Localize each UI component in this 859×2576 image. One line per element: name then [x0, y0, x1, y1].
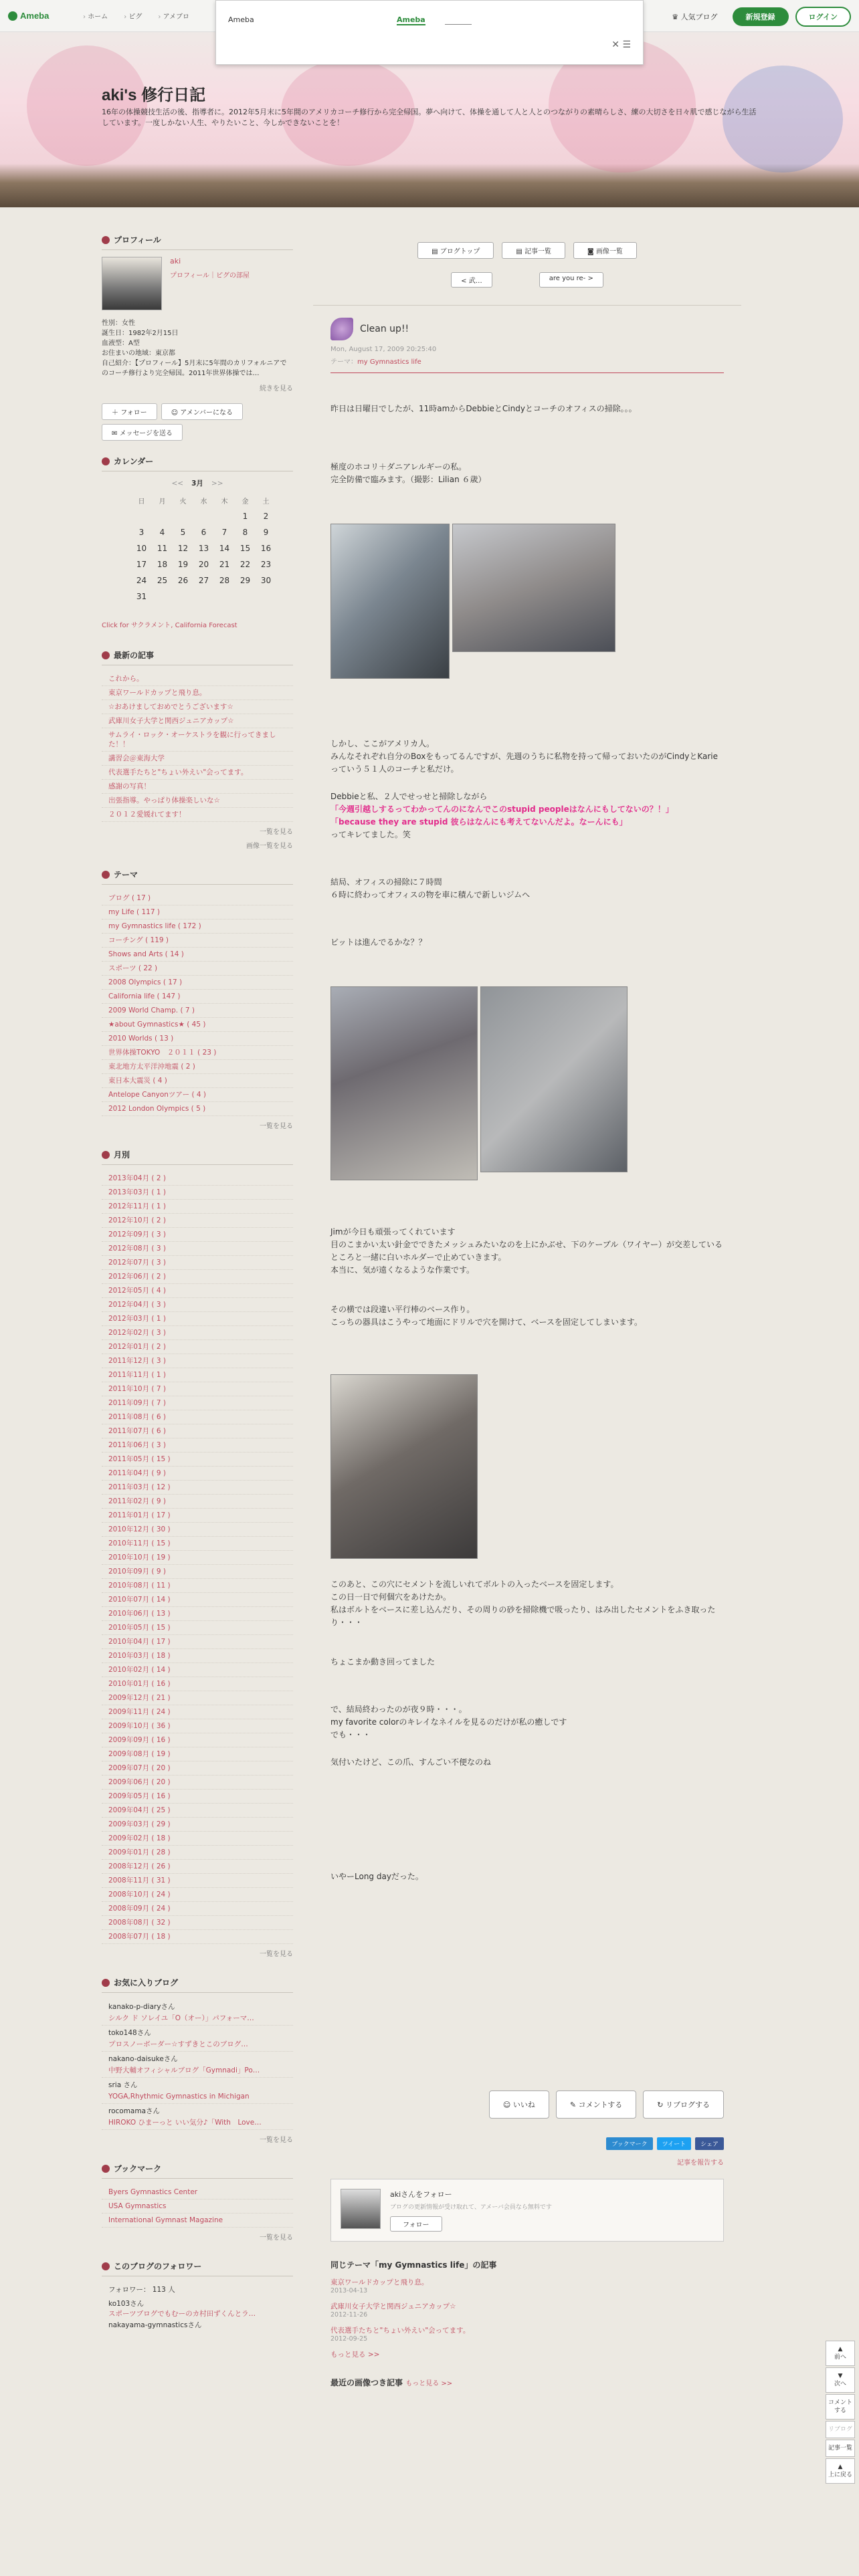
- images-more-link[interactable]: もっと見る >>: [405, 2380, 453, 2387]
- recent-article-link[interactable]: サムライ・ロック・オーケストラを観に行ってきました！！: [102, 728, 293, 752]
- monthly-archive-link[interactable]: 2011年09月 ( 7 ): [102, 1396, 293, 1410]
- related-article: 東京ワールドカップと飛り息。 2013-04-13: [330, 2278, 429, 2294]
- article-paragraph: 極度のホコリ＋ダニアレルギーの私。: [330, 462, 467, 471]
- blog-description: 16年の体操競技生活の後、指導者に。2012年5月末に5年間のアメリカコーチ修行から完全帰国。夢へ向けて、体操を通して人と人とのつながりの素晴らしさ、練の大切さを日々肌で感じながら生活しています。一度しかない人生、やりたいこと、今しかできないことを！: [102, 108, 757, 127]
- monthly-archive-link[interactable]: 2010年02月 ( 14 ): [102, 1663, 293, 1677]
- nav-pigg[interactable]: › ピグ: [124, 11, 142, 21]
- monthly-archive-link[interactable]: 2009年04月 ( 25 ): [102, 1804, 293, 1818]
- dropdown-title: Ameba: [228, 15, 254, 24]
- favorite-blogs-section: [102, 1977, 293, 2148]
- section-heading: 最新の記事: [102, 649, 293, 665]
- monthly-archive-link[interactable]: 2008年07月 ( 18 ): [102, 1930, 293, 1944]
- article-paragraph: その横では段違い平行棒のベース作り。: [330, 1305, 475, 1314]
- follower-user[interactable]: ko103さん: [108, 2300, 145, 2308]
- monthly-archive-link[interactable]: 2010年05月 ( 15 ): [102, 1621, 293, 1635]
- dropdown-active-tab[interactable]: Ameba: [397, 15, 425, 24]
- reblog-tool-button[interactable]: リブログ: [826, 2421, 855, 2438]
- article-paragraph: こっちの器具はこうやって地面にドリルで穴を開けて、ベースを固定してしまいます。: [330, 1317, 642, 1327]
- nav-home[interactable]: › ホーム: [83, 11, 108, 21]
- calendar-next[interactable]: >>: [211, 479, 223, 488]
- monthly-archive-link[interactable]: 2012年01月 ( 2 ): [102, 1340, 293, 1354]
- bookmarks-section: [102, 2163, 293, 2246]
- monthly-archive-link[interactable]: 2011年07月 ( 6 ): [102, 1424, 293, 1438]
- section-heading: プロフィール: [102, 234, 293, 250]
- article-paragraph: この日一日で何個穴をあけたか。: [330, 1592, 452, 1602]
- article-photo[interactable]: [480, 986, 628, 1172]
- ameba-dropdown-panel: [215, 0, 644, 65]
- theme-section: [102, 869, 293, 1134]
- follower-blog[interactable]: スポーツブログでもむーのカ村田ずくんとラ…: [108, 2310, 256, 2318]
- recent-article-link[interactable]: 東京ワールドカップと飛り息。: [102, 686, 293, 700]
- section-heading: テーマ: [102, 869, 293, 885]
- heading-icon: [102, 2262, 110, 2270]
- theme-link[interactable]: California life ( 147 ): [102, 990, 293, 1004]
- monthly-archive-link[interactable]: 2011年06月 ( 3 ): [102, 1438, 293, 1453]
- theme-link[interactable]: 東北地方太平洋沖地震 ( 2 ): [102, 1060, 293, 1074]
- calendar-table: 日 月 火 水 木 金 土 1 2 3 4 5 6 7 8 9 10 11 12 13 14 15 16 17 18 19 20 21 22 23 24 25 26 27 28 29 30 31: [136, 498, 272, 601]
- heading-icon: [102, 651, 110, 659]
- theme-link[interactable]: 世界体操TOKYO ２０１１ ( 23 ): [102, 1046, 293, 1060]
- theme-link[interactable]: ★about Gymnastics★ ( 45 ): [102, 1018, 293, 1032]
- monthly-archive-link[interactable]: 2008年12月 ( 26 ): [102, 1860, 293, 1874]
- recent-article-link[interactable]: ２０１２愛媛れてます！: [102, 808, 293, 822]
- monthly-archive-link[interactable]: 2011年01月 ( 17 ): [102, 1509, 293, 1523]
- monthly-archive-link[interactable]: 2009年10月 ( 36 ): [102, 1719, 293, 1733]
- article-paragraph: 本当に、気が遠くなるような作業です。: [330, 1265, 475, 1275]
- article-paragraph: 昨日は日曜日でしたが、11時amからDebbieとCindyとコーチのオフィスの掃除。。。: [330, 404, 637, 413]
- like-button[interactable]: ☺ いいね: [489, 2090, 549, 2119]
- article-photo[interactable]: [330, 1374, 478, 1559]
- favorite-blog-user[interactable]: nakano-daisukeさん: [108, 2055, 178, 2063]
- article-title[interactable]: Clean up!!: [360, 324, 409, 334]
- bookmark-link[interactable]: USA Gymnastics: [102, 2199, 293, 2214]
- follow-button[interactable]: フォロー: [390, 2216, 442, 2232]
- theme-link[interactable]: 2009 World Champ. ( 7 ): [102, 1004, 293, 1018]
- blog-top-button[interactable]: ▤ ブログトップ: [417, 242, 494, 259]
- section-heading: 月別: [102, 1149, 293, 1165]
- article-list-tool-button[interactable]: 記事一覧: [826, 2440, 855, 2457]
- theme-link[interactable]: スポーツ ( 22 ): [102, 962, 293, 976]
- monthly-archive-link[interactable]: 2012年08月 ( 3 ): [102, 1242, 293, 1256]
- profile-info: 性別：女性 誕生日：1982年2月15日 血液型：A型 お住まいの地域：東京都 自己紹介：【プロフィール】5月末に5年間のカリフォルニアでのコーチ修行より完全帰国。2011年世界体操では…: [102, 320, 287, 377]
- ameba-logo[interactable]: Ameba: [8, 11, 83, 21]
- favorite-blog-title[interactable]: プロスノーボーダー☆すずきとこのブログ…: [102, 2038, 293, 2052]
- article-paragraph: みんなそれぞれ自分のBoxをもってるんですが、先週のうちに私物を持って帰っておいたのがCindyとKarieっていう５１人のコーチと私だけ。: [330, 752, 719, 774]
- monthly-archive-link[interactable]: 2009年11月 ( 24 ): [102, 1705, 293, 1719]
- recent-article-link[interactable]: 代表選手たちと"ちょい外えい"会ってます。: [102, 766, 293, 780]
- article-list-button[interactable]: ▤ 記事一覧: [502, 242, 565, 259]
- monthly-archive-link[interactable]: 2012年02月 ( 3 ): [102, 1326, 293, 1340]
- article-paragraph: 結局、オフィスの掃除に７時間: [330, 877, 442, 887]
- article-paragraph: 完全防備で臨みます。（撮影：Lilian ６歳）: [330, 475, 486, 484]
- monthly-archive-link[interactable]: 2011年10月 ( 7 ): [102, 1382, 293, 1396]
- comment-button[interactable]: ✎ コメントする: [556, 2090, 636, 2119]
- nav-ameblo[interactable]: › アメブロ: [158, 11, 189, 21]
- weather-widget-link[interactable]: Click for サクラメント, California Forecast: [102, 622, 237, 629]
- monthly-archive-link[interactable]: 2008年08月 ( 32 ): [102, 1916, 293, 1930]
- calendar-month: 3月: [191, 479, 203, 488]
- comment-tool-button[interactable]: コメントする: [826, 2394, 855, 2420]
- article-paragraph: ちょこまか動き回ってました: [330, 1657, 436, 1667]
- ameba-logo-icon: [8, 11, 17, 21]
- monthly-section: [102, 1149, 293, 1962]
- monthly-archive-link[interactable]: 2010年11月 ( 15 ): [102, 1537, 293, 1551]
- next-tool-button[interactable]: ▼ 次へ: [826, 2367, 855, 2393]
- sidebar: [102, 234, 293, 2346]
- article-paragraph: で、結局終わったのが夜９時・・・。: [330, 1705, 467, 1714]
- monthly-archive-link[interactable]: 2012年07月 ( 3 ): [102, 1256, 293, 1270]
- monthly-archive-link[interactable]: 2010年06月 ( 13 ): [102, 1607, 293, 1621]
- monthly-archive-link[interactable]: 2011年11月 ( 1 ): [102, 1368, 293, 1382]
- article-highlight: 「because they are stupid 彼らはなんにも考えてないんだよ。なーんにも」: [330, 817, 628, 827]
- follower-user[interactable]: nakayama-gymnasticsさん: [108, 2321, 202, 2329]
- popular-blog-link[interactable]: ♛ 人気ブログ: [672, 13, 718, 21]
- monthly-archive-link[interactable]: 2009年08月 ( 19 ): [102, 1747, 293, 1761]
- recent-article-link[interactable]: ☆おあけましておめでとうございます☆: [102, 700, 293, 714]
- related-heading: 同じテーマ「my Gymnastics life」の記事: [330, 2260, 497, 2270]
- avatar[interactable]: [102, 257, 162, 310]
- main-content: [313, 234, 741, 2395]
- back-to-top-button[interactable]: ▲ 上に戻る: [826, 2458, 855, 2484]
- article-photo[interactable]: [452, 524, 615, 652]
- monthly-archive-link[interactable]: 2010年08月 ( 11 ): [102, 1579, 293, 1593]
- theme-more-link[interactable]: 一覧を見る: [260, 1123, 293, 1130]
- theme-link[interactable]: my Gymnastics life ( 172 ): [102, 920, 293, 934]
- monthly-more-link[interactable]: 一覧を見る: [260, 1951, 293, 1958]
- blog-title[interactable]: aki's 修行日記: [102, 86, 206, 104]
- monthly-archive-link[interactable]: 2011年05月 ( 15 ): [102, 1453, 293, 1467]
- image-list-button[interactable]: ◙ 画像一覧: [573, 242, 637, 259]
- section-heading: ブックマーク: [102, 2163, 293, 2179]
- article-paragraph: ってキレてました。笑: [330, 830, 411, 839]
- favorite-blog-title[interactable]: YOGA,Rhythmic Gymnastics in Michigan: [102, 2090, 293, 2104]
- close-icon[interactable]: ✕ ☰: [611, 39, 631, 50]
- monthly-archive-link[interactable]: 2009年09月 ( 16 ): [102, 1733, 293, 1747]
- theme-link[interactable]: Shows and Arts ( 14 ): [102, 948, 293, 962]
- follow-subtitle: ブログの更新情報が受け取れて、アメーバ会員なら無料です: [390, 2204, 552, 2211]
- monthly-archive-link[interactable]: 2009年05月 ( 16 ): [102, 1790, 293, 1804]
- monthly-archive-link[interactable]: 2011年02月 ( 9 ): [102, 1495, 293, 1509]
- favorite-blog-user[interactable]: rocomamaさん: [108, 2107, 161, 2115]
- monthly-archive-link[interactable]: 2013年04月 ( 2 ): [102, 1172, 293, 1186]
- login-button[interactable]: ログイン: [795, 7, 851, 27]
- heading-icon: [102, 1151, 110, 1159]
- article-paragraph: いやーLong dayだった。: [330, 1872, 423, 1881]
- monthly-archive-link[interactable]: 2010年07月 ( 14 ): [102, 1593, 293, 1607]
- article-photo[interactable]: [330, 986, 478, 1180]
- recent-article-link[interactable]: 武庫川女子大学と関西ジュニアカップ☆: [102, 714, 293, 728]
- images-heading: 最近の画像つき記事: [330, 2378, 403, 2387]
- tweet-button[interactable]: ツイート: [657, 2137, 692, 2150]
- recent-article-link[interactable]: これから。: [102, 672, 293, 686]
- heading-icon: [102, 236, 110, 244]
- article-paragraph: 私はボルトをベースに差し込んだり、その周りの砂を掃除機で吸ったり、はみ出したセメントをふき取ったり・・・: [330, 1605, 716, 1627]
- favorites-more-link[interactable]: 一覧を見る: [260, 2137, 293, 2144]
- follow-button[interactable]: ＋ フォロー: [102, 403, 157, 420]
- follow-title: akiさんをフォロー: [390, 2190, 452, 2199]
- monthly-archive-link[interactable]: 2009年02月 ( 18 ): [102, 1832, 293, 1846]
- monthly-archive-link[interactable]: 2008年11月 ( 31 ): [102, 1874, 293, 1888]
- theme-link[interactable]: ブログ ( 17 ): [102, 891, 293, 905]
- followers-section: [102, 2260, 293, 2331]
- favorite-blog-title[interactable]: シルク ド ソレイユ「O（オー）」パフォーマ…: [102, 2012, 293, 2026]
- recent-article-link[interactable]: 出張指導。やっぱり体操楽しいな☆: [102, 794, 293, 808]
- monthly-archive-link[interactable]: 2008年09月 ( 24 ): [102, 1902, 293, 1916]
- signup-button[interactable]: 新規登録: [733, 7, 789, 26]
- monthly-archive-link[interactable]: 2010年09月 ( 9 ): [102, 1565, 293, 1579]
- related-article: 武庫川女子大学と関西ジュニアカップ☆ 2012-11-26: [330, 2302, 456, 2319]
- recent-article-link[interactable]: 感謝の写真！: [102, 780, 293, 794]
- monthly-archive-link[interactable]: 2012年10月 ( 2 ): [102, 1214, 293, 1228]
- follow-box: [330, 2179, 724, 2242]
- recent-list: [102, 672, 293, 822]
- article-paragraph: Debbieと私、２人でせっせと掃除しながら: [330, 792, 488, 801]
- favorite-blog-user[interactable]: toko148さん: [108, 2029, 151, 2037]
- article-date: Mon, August 17, 2009 20:25:40: [330, 346, 437, 353]
- article-paragraph: 目のこまかい太い針金でできたメッシュみたいなのを上にかぶせ、下のケーブル（ワイヤー）が交差しているところと一緒に白いホルダーで止めていきます。: [330, 1240, 723, 1262]
- flower-icon: [330, 318, 353, 340]
- theme-link[interactable]: Antelope Canyonツアー ( 4 ): [102, 1088, 293, 1102]
- prev-tool-button[interactable]: ▲ 前へ: [826, 2341, 855, 2366]
- article-paragraph: このあと、この穴にセメントを流しいれてボルトの入ったベースを固定します。: [330, 1580, 619, 1589]
- monthly-archive-link[interactable]: 2008年10月 ( 24 ): [102, 1888, 293, 1902]
- amember-button[interactable]: ☺ アメンバーになる: [161, 403, 243, 420]
- article-photo[interactable]: [330, 524, 450, 679]
- article-paragraph: ６時に終わってオフィスの物を車に積んで新しいジムへ: [330, 890, 531, 899]
- related-more-link[interactable]: もっと見る >>: [330, 2351, 380, 2359]
- monthly-archive-link[interactable]: 2010年12月 ( 30 ): [102, 1523, 293, 1537]
- monthly-archive-link[interactable]: 2011年04月 ( 9 ): [102, 1467, 293, 1481]
- monthly-archive-link[interactable]: 2010年03月 ( 18 ): [102, 1649, 293, 1663]
- recent-more-link[interactable]: 一覧を見る: [260, 829, 293, 836]
- monthly-archive-link[interactable]: 2010年10月 ( 19 ): [102, 1551, 293, 1565]
- theme-link[interactable]: コーチング ( 119 ): [102, 934, 293, 948]
- image-list-link[interactable]: 画像一覧を見る: [246, 843, 293, 850]
- monthly-archive-link[interactable]: 2011年12月 ( 3 ): [102, 1354, 293, 1368]
- profile-section: [102, 234, 293, 441]
- section-heading: お気に入りブログ: [102, 1977, 293, 1993]
- bookmarks-more-link[interactable]: 一覧を見る: [260, 2234, 293, 2242]
- heading-icon: [102, 1979, 110, 1987]
- article-paragraph: しかし、ここがアメリカ人。: [330, 739, 435, 748]
- profile-more-link[interactable]: 続きを見る: [260, 385, 293, 393]
- monthly-archive-link[interactable]: 2009年07月 ( 20 ): [102, 1761, 293, 1776]
- message-button[interactable]: ✉ メッセージを送る: [102, 424, 183, 441]
- article-paragraph: ビットは進んでるかな？？: [330, 938, 427, 947]
- favorite-blog-user[interactable]: kanako-p-diaryさん: [108, 2003, 175, 2011]
- profile-pigu-link[interactable]: プロフィール｜ピグの部屋: [170, 272, 250, 280]
- facebook-share-button[interactable]: シェア: [695, 2137, 724, 2150]
- avatar[interactable]: [341, 2189, 381, 2229]
- side-toolbar: [826, 2341, 855, 2485]
- theme-list: [102, 891, 293, 1116]
- heading-icon: [102, 457, 110, 465]
- monthly-archive-link[interactable]: 2009年01月 ( 28 ): [102, 1846, 293, 1860]
- monthly-archive-link[interactable]: 2012年05月 ( 4 ): [102, 1284, 293, 1298]
- monthly-archive-link[interactable]: 2009年03月 ( 29 ): [102, 1818, 293, 1832]
- bookmark-link[interactable]: Byers Gymnastics Center: [102, 2185, 293, 2199]
- monthly-archive-link[interactable]: 2010年01月 ( 16 ): [102, 1677, 293, 1691]
- recent-article-link[interactable]: 講習会＠東海大学: [102, 752, 293, 766]
- recent-articles-section: [102, 649, 293, 854]
- section-heading: このブログのフォロワー: [102, 2260, 293, 2276]
- section-heading: カレンダー: [102, 455, 293, 471]
- monthly-archive-link[interactable]: 2013年03月 ( 1 ): [102, 1186, 293, 1200]
- heading-icon: [102, 871, 110, 879]
- monthly-archive-link[interactable]: 2011年03月 ( 12 ): [102, 1481, 293, 1495]
- monthly-archive-link[interactable]: 2009年06月 ( 20 ): [102, 1776, 293, 1790]
- theme-link[interactable]: 2010 Worlds ( 13 ): [102, 1032, 293, 1046]
- monthly-archive-link[interactable]: 2012年09月 ( 3 ): [102, 1228, 293, 1242]
- monthly-archive-link[interactable]: 2009年12月 ( 21 ): [102, 1691, 293, 1705]
- monthly-archive-link[interactable]: 2012年03月 ( 1 ): [102, 1312, 293, 1326]
- report-article-link[interactable]: 記事を報告する: [677, 2159, 724, 2167]
- next-article-button[interactable]: are you re- >: [539, 272, 603, 288]
- article-paragraph: でも・・・: [330, 1730, 371, 1739]
- related-article: 代表選手たちと"ちょい外えい"会ってます。 2012-09-25: [330, 2327, 470, 2343]
- calendar-section: [102, 455, 293, 605]
- monthly-archive-link[interactable]: 2012年06月 ( 2 ): [102, 1270, 293, 1284]
- theme-link[interactable]: my Life ( 117 ): [102, 905, 293, 920]
- favorite-blog-title[interactable]: 中野大輔オフィシャルブログ「Gymnadi」Po…: [102, 2064, 293, 2078]
- heading-icon: [102, 2165, 110, 2173]
- theme-link[interactable]: 2008 Olympics ( 17 ): [102, 976, 293, 990]
- article-paragraph: my favorite colorのキレイなネイルを見るのだけが私の癒しです: [330, 1717, 567, 1727]
- dropdown-underline: [445, 15, 472, 25]
- favorite-blog-title[interactable]: HIROKO ひまーっと いい気分♪「With Love…: [102, 2116, 293, 2130]
- article-paragraph: 気付いたけど、この爪、すんごい不便なのね: [330, 1757, 492, 1767]
- article-paragraph: Jimが今日も頑張ってくれています: [330, 1227, 456, 1237]
- monthly-archive-link[interactable]: 2011年08月 ( 6 ): [102, 1410, 293, 1424]
- article-theme-link[interactable]: my Gymnastics life: [357, 358, 421, 366]
- follower-count: フォロワー： 113 人: [108, 2286, 175, 2294]
- monthly-archive-link[interactable]: 2012年11月 ( 1 ): [102, 1200, 293, 1214]
- monthly-list: [102, 1172, 293, 1944]
- hatena-bookmark-button[interactable]: ブックマーク: [606, 2137, 652, 2150]
- monthly-archive-link[interactable]: 2012年04月 ( 3 ): [102, 1298, 293, 1312]
- calendar-prev[interactable]: <<: [171, 479, 184, 488]
- theme-link[interactable]: 東日本大震災 ( 4 ): [102, 1074, 293, 1088]
- monthly-archive-link[interactable]: 2010年04月 ( 17 ): [102, 1635, 293, 1649]
- theme-link[interactable]: 2012 London Olympics ( 5 ): [102, 1102, 293, 1116]
- favorite-blog-user[interactable]: sria さん: [108, 2081, 138, 2089]
- article: Clean up!! Mon, August 17, 2009 20:25:40 テーマ：my Gymnastics life 昨日は日曜日でしたが、11時amからDebbieとCindyとコーチのオフィスの掃除。。。 極度のホコリ＋ダニアレルギーの私。 完全防備で臨みます。（撮影：Lilian ６歳） しかし、ここがアメリカ人。 みんなそれぞれ自分のBoxをもってるんですが、先週のうちに私物を持って帰っておいたのがCindyとKarieっていう５１人のコーチと私だけ。 Debbieと私、２人でせっせと掃除しながら 「今週引越しするってわかってんのになんでこのstupid peopleはなんにもしてないの？！」 「because they are stupid 彼らはなんにも考えてないんだよ。なーんにも」 ってキレてました。笑 結局、オフィスの掃除に７時間 ６時に終わってオフィスの物を車に積んで新しいジムへ ビットは進んでるかな？？ Jimが今日も頑張ってくれています 目のこまかい太い針金でできたメッシュみたいなのを上にかぶせ、下のケーブル（ワイヤー）が交差しているところと一緒に白いホルダーで止めていきます。 本当に、気が遠くなるような作業です。 その横では段違い平行棒のベース作り。 こっちの器具はこうやって地面にドリルで穴を開けて、ベースを固定してしまいます。 このあと、この穴にセメントを流しいれてボルトの入ったベースを固定します。 この日一日で何個穴をあけたか。 私はボルトをベースに差し込んだり、その周りの砂を掃除機で吸ったり、はみ出したセメントをふき取ったり・・・ ちょこまか動き回ってました で、結局終わったのが夜９時・・・。 my favorite colorのキレイなネイルを見るのだけが私の癒しです でも・・・ 気付いたけど、この爪、すんごい不便なのね いやーLong dayだった。 ☺ いいね ✎ コメントする ↻ リブログする: [313, 305, 741, 2119]
- bookmark-link[interactable]: International Gymnast Magazine: [102, 2214, 293, 2228]
- article-highlight: 「今週引越しするってわかってんのになんでこのstupid peopleはなんにもしてないの？！」: [330, 804, 674, 814]
- reblog-button[interactable]: ↻ リブログする: [643, 2090, 724, 2119]
- header-flower: [27, 45, 147, 166]
- favorite-blogs-list: [102, 2000, 293, 2130]
- prev-article-button[interactable]: < 武…: [451, 272, 492, 288]
- profile-name[interactable]: aki: [170, 257, 181, 265]
